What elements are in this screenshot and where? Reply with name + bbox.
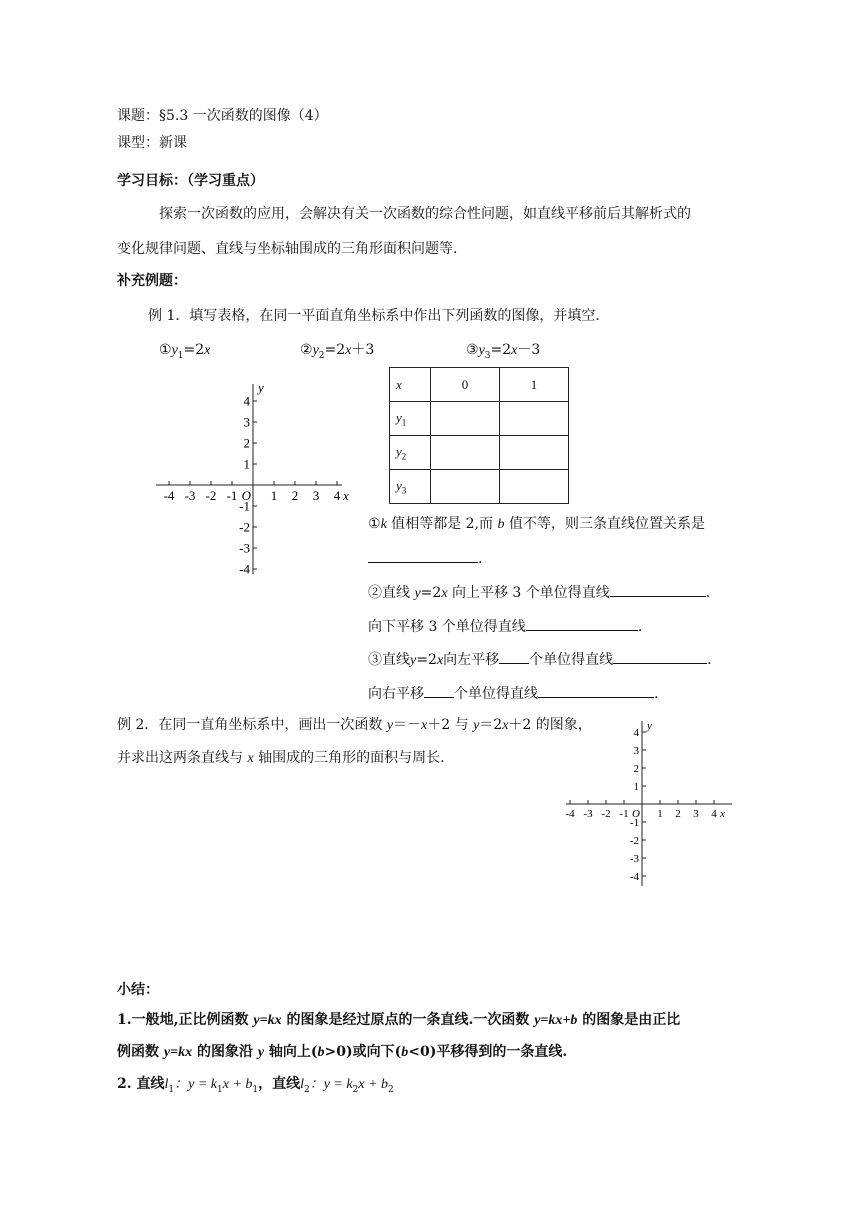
lesson-topic: 课题：§5.3 一次函数的图像（4）: [117, 108, 328, 124]
coordinate-plane-1: [150, 378, 350, 578]
y-tick-label: 2: [243, 435, 250, 451]
table-cell[interactable]: [500, 470, 569, 504]
answer-blank[interactable]: [368, 548, 478, 563]
x-tick-label: -4: [163, 488, 175, 503]
x-tick-label: -3: [583, 808, 593, 820]
y-axis-label: y: [647, 720, 652, 732]
table-row-label: $y_2$: [390, 436, 431, 470]
answer-blank[interactable]: [613, 649, 707, 664]
y-tick-label: 3: [243, 414, 250, 430]
x-tick-label: 1: [270, 488, 278, 503]
table-col-value: 1: [500, 368, 569, 402]
x-tick-label: -1: [226, 488, 238, 503]
y-tick-label: -4: [629, 870, 639, 883]
function-1: $①y_1=2x$: [159, 342, 211, 361]
table-cell[interactable]: [500, 436, 569, 470]
table-cell[interactable]: [500, 402, 569, 436]
y-tick-label: -1: [629, 816, 639, 829]
question-2b: 向下平移 3 个单位得直线 .: [368, 616, 642, 636]
x-axis-label: x: [343, 488, 349, 503]
y-tick-label: -2: [629, 834, 639, 847]
x-axis-label: x: [720, 808, 725, 820]
y-tick-label: 1: [633, 780, 639, 793]
function-3: $③y_3=2x-3$: [466, 342, 541, 361]
x-tick-label: -2: [601, 808, 611, 820]
example2-line-1: 例 2．在同一直角坐标系中，画出一次函数 y＝－x＋2 与 y＝2x＋2 的图象，: [117, 717, 592, 733]
origin-label: O: [241, 488, 251, 503]
y-tick-label: 3: [633, 744, 639, 757]
y-tick-label: -4: [239, 561, 250, 577]
table-row-label: $y_3$: [390, 470, 431, 504]
objectives-line-2: 变化规律问题、直线与坐标轴围成的三角形面积问题等.: [117, 241, 458, 257]
x-tick-label: 1: [657, 808, 663, 820]
y-tick-label: -2: [239, 519, 250, 535]
question-1-answer: .: [368, 548, 482, 568]
summary-heading: 小结：: [117, 982, 159, 998]
x-tick-label: 2: [675, 808, 681, 820]
answer-blank[interactable]: [499, 649, 529, 664]
table-cell[interactable]: [431, 436, 500, 470]
lesson-type: 课型：新课: [117, 135, 187, 151]
answer-blank[interactable]: [424, 683, 454, 698]
x-tick-label: 4: [711, 808, 717, 820]
x-tick-label: 3: [693, 808, 699, 820]
x-tick-label: 4: [333, 488, 341, 503]
fill-in-table: [389, 367, 569, 504]
x-tick-label: 3: [312, 488, 320, 503]
answer-blank[interactable]: [538, 683, 654, 698]
objectives-line-1: 探索一次函数的应用，会解决有关一次函数的综合性问题，如直线平移前后其解析式的: [159, 206, 691, 222]
function-2: $②y_2=2x+3$: [300, 342, 375, 361]
coordinate-plane-2: [560, 715, 740, 890]
y-tick-label: 4: [243, 393, 250, 409]
y-axis-label: y: [258, 380, 264, 395]
table-header-row: [390, 368, 569, 402]
question-2: ②直线 y=2x 向上平移 3 个单位得直线 .: [368, 582, 710, 603]
y-tick-label: 2: [633, 762, 639, 775]
summary-paragraph-2: 例函数 y=kx 的图象沿 y 轴向上(b>0)或向下(b<0)平移得到的一条直线.: [117, 1044, 568, 1060]
table-row: [390, 470, 569, 504]
summary-paragraph-1: 1.一般地,正比例函数 y=kx 的图象是经过原点的一条直线.一次函数 y=kx+b 的图象是由正比: [117, 1012, 681, 1028]
objectives-heading: 学习目标：（学习重点）: [117, 173, 264, 189]
y-tick-label: -1: [239, 498, 250, 514]
summary-paragraph-3: 2. 直线$l_1$：$y = k_1x + b_1$，直线$l_2$：$y = k_2x + b_2$: [117, 1076, 394, 1095]
y-tick-label: 1: [243, 456, 250, 472]
question-3: ③直线y=2x向左平移 个单位得直线 .: [368, 649, 712, 670]
example2-line-2: 并求出这两条直线与 x 轴围成的三角形的面积与周长.: [117, 750, 445, 766]
table-cell[interactable]: [431, 470, 500, 504]
x-tick-label: -4: [565, 808, 575, 820]
table-cell[interactable]: [431, 402, 500, 436]
question-1: ①k 值相等都是 2,而 b 值不等，则三条直线位置关系是: [368, 516, 705, 532]
table-col-header: x: [390, 368, 431, 402]
table-row: [390, 402, 569, 436]
x-tick-label: -1: [619, 808, 629, 820]
question-3b: 向右平移 个单位得直线 .: [368, 683, 658, 703]
answer-blank[interactable]: [526, 616, 638, 631]
example1-prompt: 例 1．填写表格，在同一平面直角坐标系中作出下列函数的图像，并填空.: [148, 308, 600, 324]
table-col-value: 0: [431, 368, 500, 402]
y-tick-label: 4: [633, 726, 639, 739]
table-row: [390, 436, 569, 470]
origin-label: O: [632, 808, 640, 820]
answer-blank[interactable]: [610, 582, 706, 597]
x-tick-label: -3: [184, 488, 196, 503]
examples-heading: 补充例题：: [117, 273, 187, 289]
x-tick-label: -2: [205, 488, 217, 503]
x-tick-label: 2: [291, 488, 299, 503]
y-tick-label: -3: [239, 540, 250, 556]
y-tick-label: -3: [629, 852, 639, 865]
table-row-label: $y_1$: [390, 402, 431, 436]
